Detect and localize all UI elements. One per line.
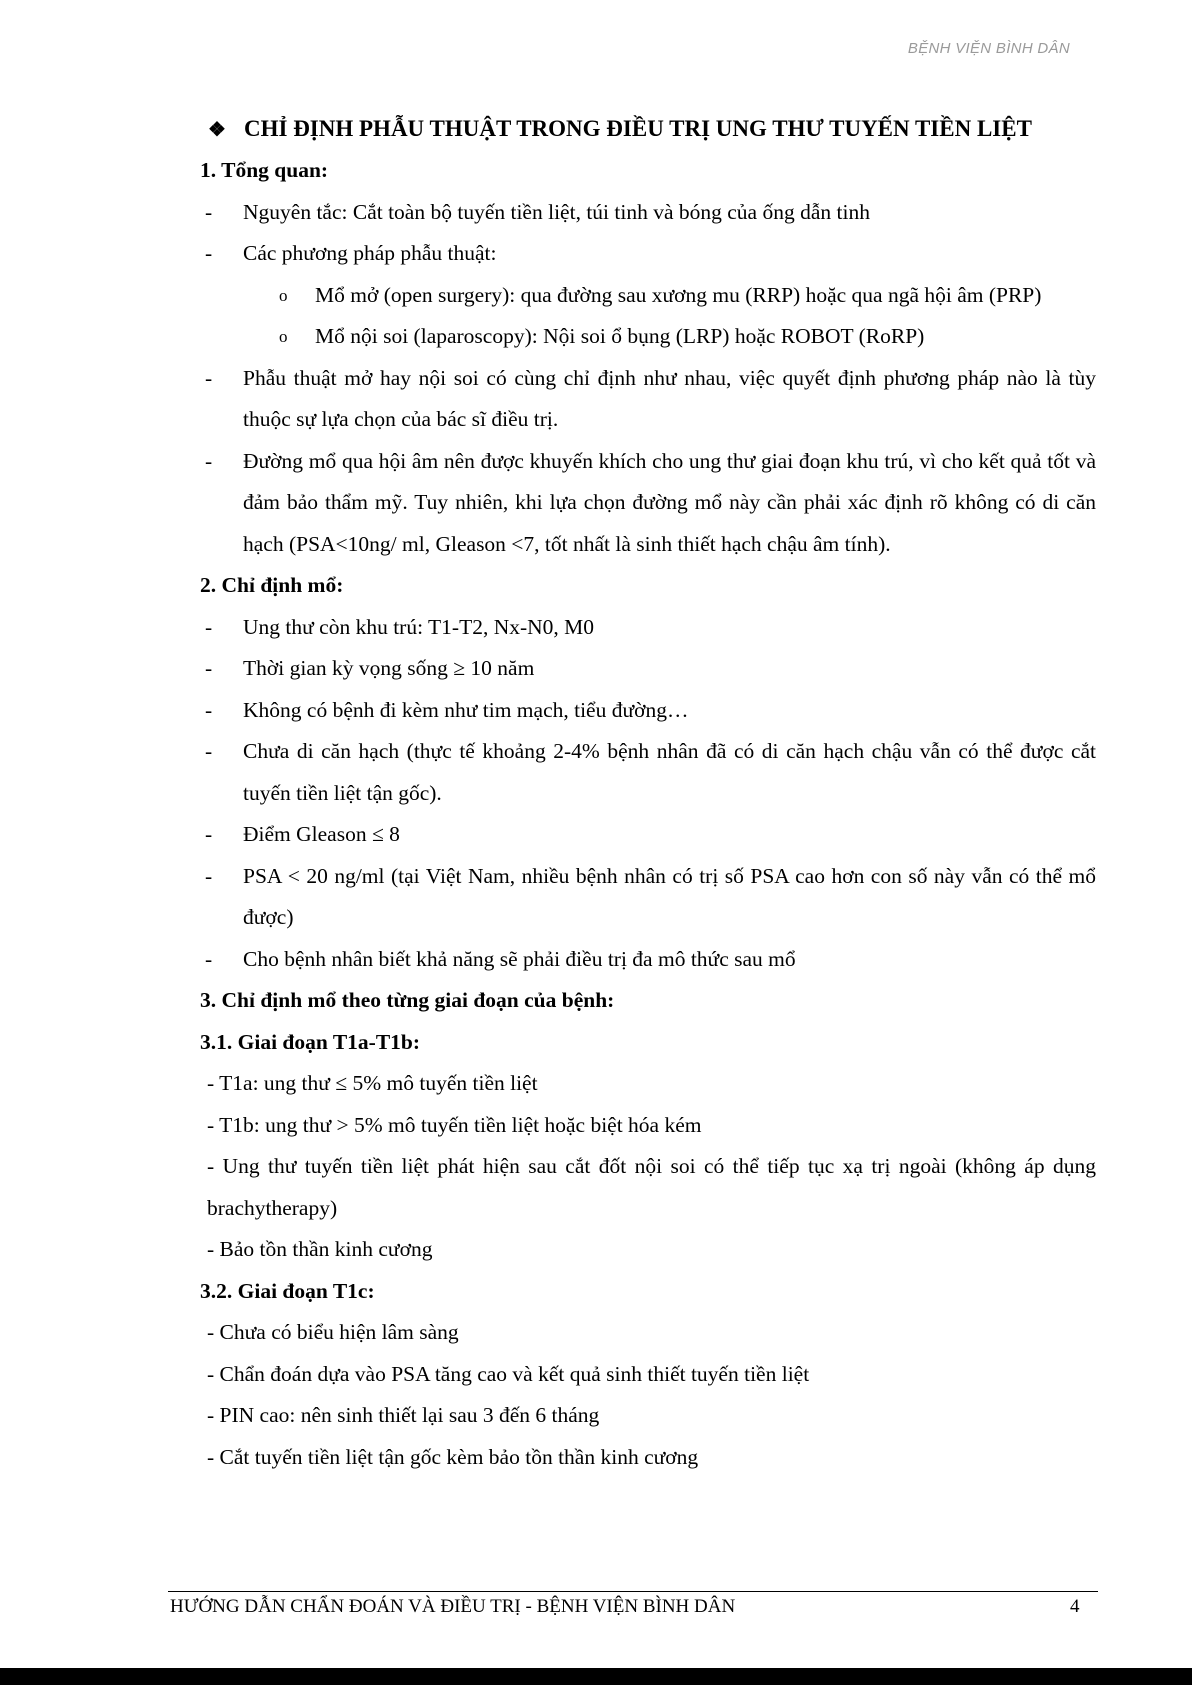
list-item — [200, 814, 1096, 856]
running-header: BỆNH VIỆN BÌNH DÂN — [907, 40, 1070, 57]
scan-edge-bar — [0, 1668, 1192, 1685]
footer-divider — [168, 1591, 1098, 1592]
list-item-text: Thời gian kỳ vọng sống ≥ 10 năm — [243, 656, 535, 680]
page-content — [200, 108, 1096, 1478]
dash-marker: - — [205, 365, 213, 390]
dash-marker: - — [205, 822, 213, 846]
sub-list-item-text: Mổ nội soi (laparoscopy): Nội soi ổ bụng (LRP) hoặc ROBOT (RoRP) — [315, 324, 925, 348]
paragraph-line: - T1b: ung thư > 5% mô tuyến tiền liệt hoặc biệt hóa kém — [207, 1112, 702, 1137]
circle-bullet-icon: o — [279, 327, 288, 346]
page-number: 4 — [1070, 1596, 1080, 1617]
list-item-text: Ung thư còn khu trú: T1-T2, Nx-N0, M0 — [243, 614, 595, 639]
dash-marker: - — [205, 697, 213, 722]
paragraph-line: - Bảo tồn thần kinh cương — [207, 1237, 433, 1261]
paragraph-line: - Chưa có biểu hiện lâm sàng — [207, 1320, 459, 1344]
sub-list-item-text: Mổ mở (open surgery): qua đường sau xương mu (RRP) hoặc qua ngã hội âm (PRP) — [315, 282, 1042, 307]
sub-list-item — [200, 275, 1096, 317]
list-item-text: Nguyên tắc: Cắt toàn bộ tuyến tiền liệt, túi tinh và bóng của ống dẫn tinh — [243, 199, 870, 224]
paragraph-line: - Ung thư tuyến tiền liệt phát hiện sau cắt đốt nội soi có thể tiếp tục xạ trị ngoài (không áp dụng brachytherapy) — [207, 1154, 1096, 1220]
section-heading-1: 1. Tổng quan: — [200, 158, 329, 182]
document-title — [208, 108, 1096, 150]
footer-text: HƯỚNG DẪN CHẨN ĐOÁN VÀ ĐIỀU TRỊ - BỆNH VIỆN BÌNH DÂN — [170, 1596, 736, 1617]
dash-marker: - — [205, 863, 213, 888]
list-item — [200, 648, 1096, 690]
list-item-text: Các phương pháp phẫu thuật: — [243, 241, 497, 265]
list-item-text: Cho bệnh nhân biết khả năng sẽ phải điều trị đa mô thức sau mổ — [243, 946, 796, 971]
paragraph-line: - PIN cao: nên sinh thiết lại sau 3 đến 6 tháng — [207, 1403, 600, 1427]
list-item-text: Không có bệnh đi kèm như tim mạch, tiểu đường… — [243, 697, 689, 722]
list-item — [200, 731, 1096, 814]
title-text: CHỈ ĐỊNH PHẪU THUẬT TRONG ĐIỀU TRỊ UNG THƯ TUYẾN TIỀN LIỆT — [244, 116, 1032, 141]
paragraph-line: - T1a: ung thư ≤ 5% mô tuyến tiền liệt — [207, 1071, 538, 1095]
subsection-heading-3-1: 3.1. Giai đoạn T1a-T1b: — [200, 1029, 421, 1054]
list-item-text: PSA < 20 ng/ml (tại Việt Nam, nhiều bệnh nhân có trị số PSA cao hơn con số này vẫn có thể mổ được) — [243, 863, 1096, 929]
diamond-bullet-icon: ❖ — [208, 118, 226, 141]
list-item-text: Đường mổ qua hội âm nên được khuyến khích cho ung thư giai đoạn khu trú, vì cho kết quả tốt và đảm bảo thẩm mỹ. Tuy nhiên, khi lựa chọn đường mổ này cần phải xác định rõ không có di căn hạch (PSA<10ng/ ml, Gleason <7, tốt nhất là sinh thiết hạch chậu âm tính). — [243, 448, 1096, 556]
list-item — [200, 939, 1096, 981]
dash-marker: - — [205, 199, 213, 224]
list-item — [200, 607, 1096, 649]
paragraph-line: - Chẩn đoán dựa vào PSA tăng cao và kết quả sinh thiết tuyến tiền liệt — [207, 1361, 810, 1386]
section-heading-2: 2. Chỉ định mổ: — [200, 573, 344, 597]
dash-marker: - — [205, 614, 213, 639]
list-item — [200, 358, 1096, 441]
list-item — [200, 690, 1096, 732]
dash-marker: - — [205, 656, 213, 680]
list-item — [200, 856, 1096, 939]
circle-bullet-icon: o — [279, 285, 288, 305]
list-item-text: Điểm Gleason ≤ 8 — [243, 822, 400, 846]
list-item-text: Phẫu thuật mở hay nội soi có cùng chỉ định như nhau, việc quyết định phương pháp nào là tùy thuộc sự lựa chọn của bác sĩ điều trị. — [243, 365, 1096, 431]
list-item — [200, 233, 1096, 275]
dash-marker: - — [205, 739, 213, 763]
sub-list-item — [200, 316, 1096, 358]
subsection-heading-3-2: 3.2. Giai đoạn T1c: — [200, 1278, 375, 1303]
paragraph-line: - Cắt tuyến tiền liệt tận gốc kèm bảo tồn thần kinh cương — [207, 1444, 699, 1469]
dash-marker: - — [205, 946, 213, 971]
dash-marker: - — [205, 241, 213, 265]
dash-marker: - — [205, 448, 213, 473]
section-heading-3: 3. Chỉ định mổ theo từng giai đoạn của bệnh: — [200, 988, 615, 1012]
list-item — [200, 441, 1096, 566]
list-item-text: Chưa di căn hạch (thực tế khoảng 2-4% bệnh nhân đã có di căn hạch chậu vẫn có thể được cắt tuyến tiền liệt tận gốc). — [243, 739, 1096, 805]
list-item — [200, 192, 1096, 234]
